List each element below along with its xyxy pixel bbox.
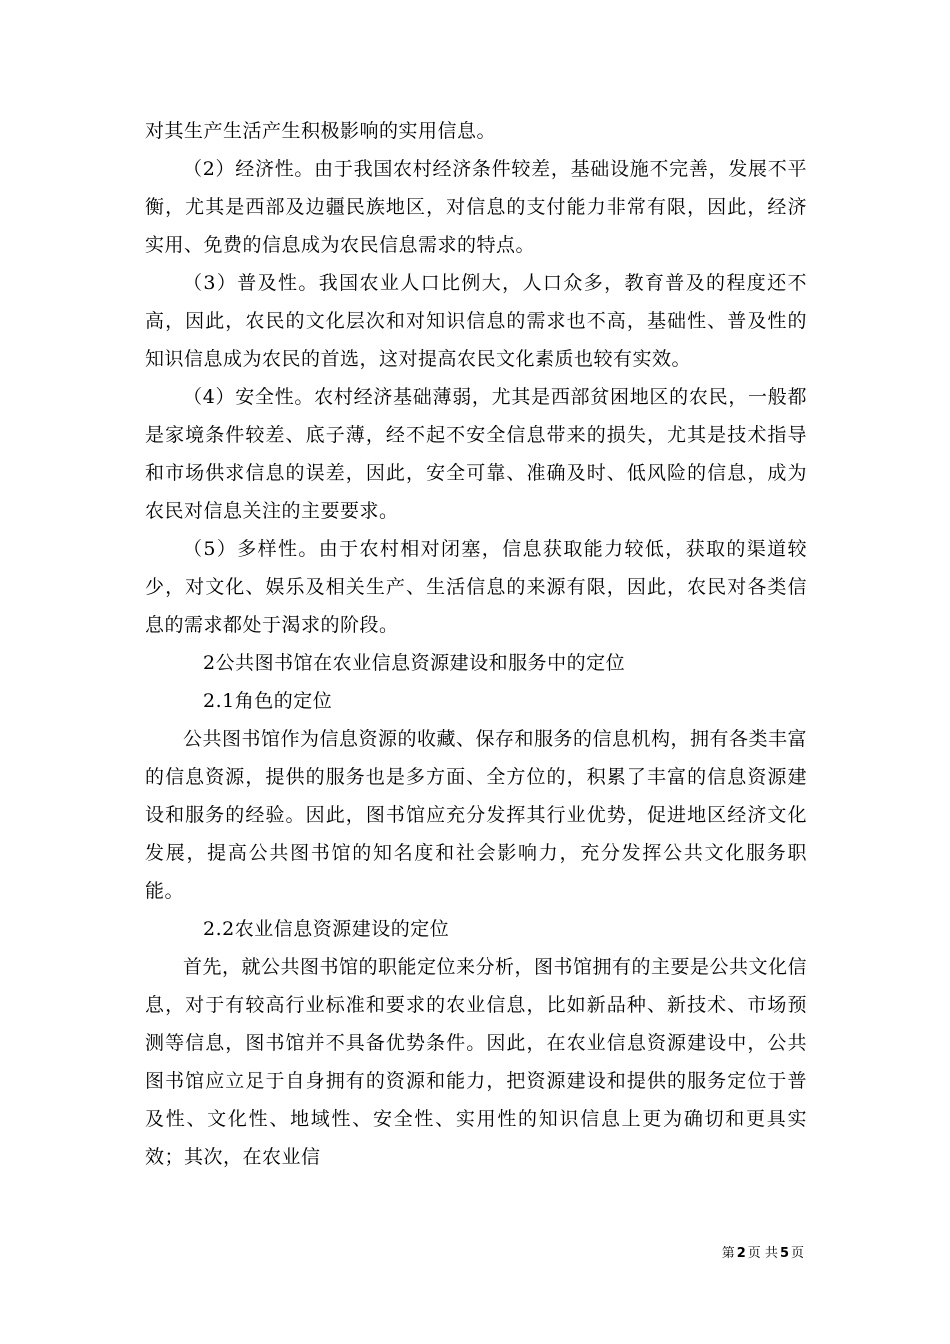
paragraph-popularity: （3）普及性。我国农业人口比例大，人口众多，教育普及的程度还不高，因此，农民的文化层次和对知识信息的需求也不高，基础性、普及性的知识信息成为农民的首选，这对提高农民文化素质也较有实效。	[145, 272, 807, 370]
footer-suffix: 页	[790, 1246, 804, 1261]
paragraph: 对其生产生活产生积极影响的实用信息。	[145, 120, 497, 142]
paragraph-economy: （2）经济性。由于我国农村经济条件较差，基础设施不完善，发展不平衡，尤其是西部及边疆民族地区，对信息的支付能力非常有限，因此，经济实用、免费的信息成为农民信息需求的特点。	[145, 158, 807, 256]
footer-prefix: 第	[721, 1246, 735, 1261]
subsection-heading-2-1: 2.1角色的定位	[203, 690, 333, 712]
total-page-number: 5	[779, 1246, 789, 1261]
paragraph-role-positioning: 公共图书馆作为信息资源的收藏、保存和服务的信息机构，拥有各类丰富的信息资源，提供的服务也是多方面、全方位的，积累了丰富的信息资源建设和服务的经验。因此，图书馆应充分发挥其行业优势，促进地区经济文化发展，提高公共图书馆的知名度和社会影响力，充分发挥公共文化服务职能。	[145, 728, 808, 902]
paragraph-diversity: （5）多样性。由于农村相对闭塞，信息获取能力较低，获取的渠道较少，对文化、娱乐及相关生产、生活信息的来源有限，因此，农民对各类信息的需求都处于渴求的阶段。	[145, 538, 807, 636]
page-footer	[722, 1245, 804, 1263]
paragraph-resource-positioning: 首先，就公共图书馆的职能定位来分析，图书馆拥有的主要是公共文化信息，对于有较高行业标准和要求的农业信息，比如新品种、新技术、市场预测等信息，图书馆并不具备优势条件。因此，在农业信息资源建设中，公共图书馆应立足于自身拥有的资源和能力，把资源建设和提供的服务定位于普及性、文化性、地域性、安全性、实用性的知识信息上更为确切和更具实效；其次，在农业信	[145, 956, 808, 1168]
subsection-heading-2-2: 2.2农业信息资源建设的定位	[203, 918, 450, 940]
paragraph-safety: （4）安全性。农村经济基础薄弱，尤其是西部贫困地区的农民，一般都是家境条件较差、底子薄，经不起不安全信息带来的损失，尤其是技术指导和市场供求信息的误差，因此，安全可靠、准确及时、低风险的信息，成为农民对信息关注的主要要求。	[145, 386, 807, 522]
document-body	[145, 112, 807, 1176]
current-page-number: 2	[736, 1246, 746, 1261]
section-heading-2: 2公共图书馆在农业信息资源建设和服务中的定位	[203, 652, 626, 674]
footer-middle: 页 共	[747, 1246, 778, 1261]
